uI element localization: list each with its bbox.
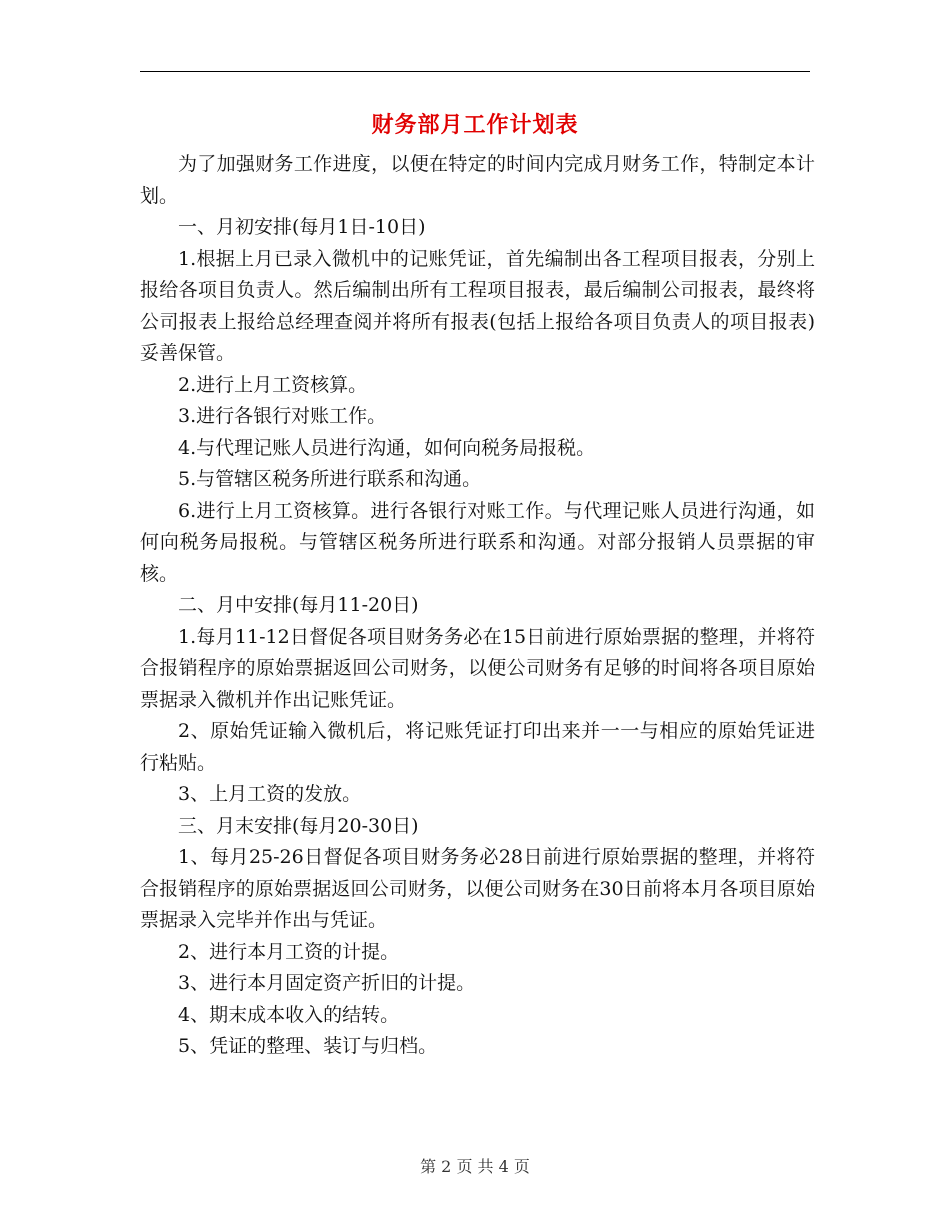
list-item: 3.进行各银行对账工作。 <box>178 405 387 427</box>
header-rule <box>140 71 810 72</box>
page-title: 财务部月工作计划表 <box>371 112 579 138</box>
list-item: 6.进行上月工资核算。进行各银行对账工作。与代理记账人员进行沟通，如何向税务局报税。与管辖区税务所进行联系和沟通。对部分报销人员票据的审核。 <box>140 499 815 585</box>
list-item: 2.进行上月工资核算。 <box>178 373 368 396</box>
section-heading-end-month: 三、月末安排(每月20-30日) <box>178 814 419 837</box>
list-item: 4.与代理记账人员进行沟通，如何向税务局报税。 <box>178 436 596 459</box>
list-item: 1.每月11-12日督促各项目财务务必在15日前进行原始票据的整理，并将符合报销程序的原始票据返回公司财务，以便公司财务有足够的时间将各项目原始票据录入微机并作出记账凭证。 <box>140 625 815 711</box>
list-item: 4、期末成本收入的结转。 <box>178 1003 400 1026</box>
intro-paragraph: 为了加强财务工作进度，以便在特定的时间内完成月财务工作，特制定本计划。 <box>140 153 815 207</box>
list-item: 5、凭证的整理、装订与归档。 <box>178 1035 438 1057</box>
list-item: 1.根据上月已录入微机中的记账凭证，首先编制出各工程项目报表，分别上报给各项目负责人。然后编制出所有工程项目报表，最后编制公司报表，最终将公司报表上报给总经理查阅并将所有报表(包括上报给各项目负责人的项目报表)妥善保管。 <box>140 247 815 364</box>
list-item: 2、原始凭证输入微机后，将记账凭证打印出来并一一与相应的原始凭证进行粘贴。 <box>140 720 815 774</box>
list-item: 3、上月工资的发放。 <box>178 783 362 805</box>
document-body <box>140 149 815 1063</box>
page-number-label: 第 2 页 共 4 页 <box>420 1157 530 1176</box>
list-item: 5.与管辖区税务所进行联系和沟通。 <box>178 468 482 490</box>
list-item: 3、进行本月固定资产折旧的计提。 <box>178 972 476 994</box>
page-footer <box>0 1154 950 1177</box>
list-item: 2、进行本月工资的计提。 <box>178 940 400 963</box>
section-heading-mid-month: 二、月中安排(每月11-20日) <box>178 594 419 616</box>
list-item: 1、每月25-26日督促各项目财务务必28日前进行原始票据的整理，并将符合报销程序的原始票据返回公司财务，以便公司财务在30日前将本月各项目原始票据录入完毕并作出与凭证。 <box>140 846 815 931</box>
section-heading-early-month: 一、月初安排(每月1日-10日) <box>178 216 426 238</box>
